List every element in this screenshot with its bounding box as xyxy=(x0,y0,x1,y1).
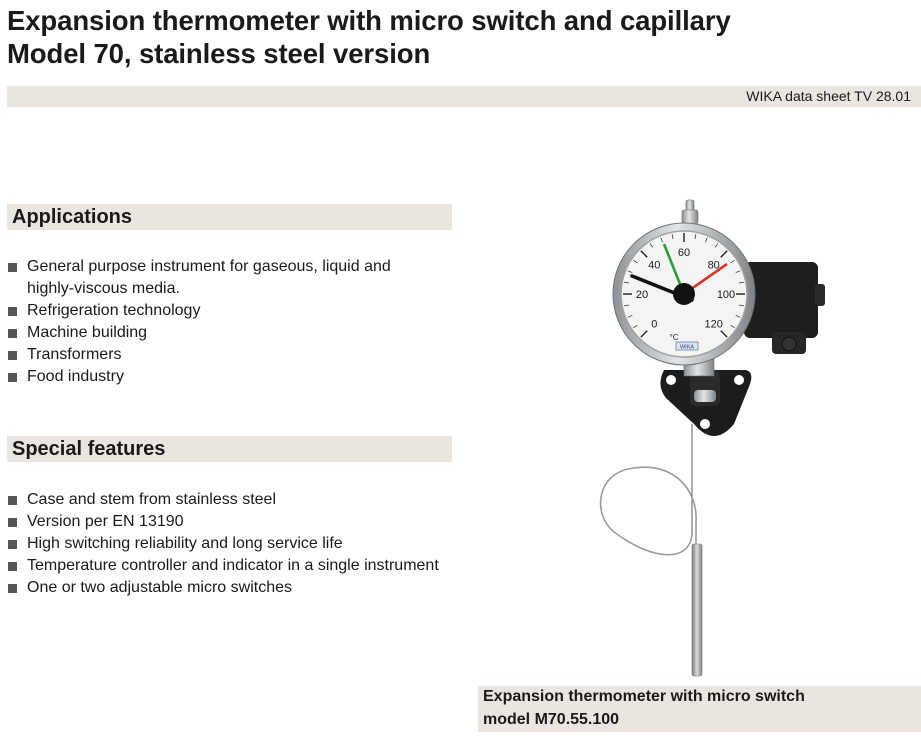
sensor-stem xyxy=(692,544,702,676)
bullet-square-icon xyxy=(8,329,17,338)
list-item xyxy=(7,256,457,300)
list-item-text: One or two adjustable micro switches xyxy=(27,579,292,596)
applications-list xyxy=(7,256,457,388)
bullet-square-icon xyxy=(8,373,17,382)
list-item-text: Machine building xyxy=(27,324,148,341)
list-item-text: Version per EN 13190 xyxy=(27,513,184,530)
dial-scale-label: 20 xyxy=(635,289,649,301)
list-item-text: Case and stem from stainless steel xyxy=(27,491,276,508)
list-item xyxy=(7,489,457,511)
caption-line-2: model M70.55.100 xyxy=(483,711,620,728)
bullet-square-icon xyxy=(8,562,17,571)
top-fitting xyxy=(682,200,698,224)
list-item xyxy=(7,511,457,533)
bullet-square-icon xyxy=(8,351,17,360)
special-features-heading-bar xyxy=(7,436,452,462)
capillary-tube xyxy=(601,424,697,555)
list-item xyxy=(7,533,457,555)
dial-scale-label: 0 xyxy=(651,318,658,331)
list-item xyxy=(7,344,457,366)
special-features-heading: Special features xyxy=(12,438,166,460)
list-item-text: Transformers xyxy=(27,346,122,363)
thermometer-product-image xyxy=(594,192,834,682)
dial-scale-label: 60 xyxy=(677,247,691,259)
dial-scale-label: 120 xyxy=(704,318,723,331)
applications-heading-bar xyxy=(7,204,452,230)
datasheet-reference: WIKA data sheet TV 28.01 xyxy=(746,88,911,104)
pointer-hub xyxy=(673,283,695,305)
unit-label: °C xyxy=(669,333,679,342)
list-item xyxy=(7,555,457,577)
document-title xyxy=(7,4,907,70)
applications-heading: Applications xyxy=(12,206,133,228)
title-line-1: Expansion thermometer with micro switch and capillary xyxy=(7,5,731,36)
title-line-2: Model 70, stainless steel version xyxy=(7,38,431,69)
brand-logo-text: WIKA xyxy=(679,344,695,351)
list-item xyxy=(7,366,457,388)
dial-scale-label: 80 xyxy=(707,259,720,272)
list-item-text: High switching reliability and long service life xyxy=(27,535,343,552)
list-item-text: highly-viscous media. xyxy=(27,280,180,297)
bullet-square-icon xyxy=(8,263,17,272)
dial-scale-label: 40 xyxy=(648,259,661,272)
list-item xyxy=(7,322,457,344)
bullet-square-icon xyxy=(8,540,17,549)
special-features-list xyxy=(7,489,457,599)
bullet-square-icon xyxy=(8,518,17,527)
bullet-square-icon xyxy=(8,496,17,505)
caption-line-1: Expansion thermometer with micro switch xyxy=(483,688,805,705)
list-item xyxy=(7,577,457,599)
dial-scale-label: 100 xyxy=(716,289,736,301)
list-item-text: Refrigeration technology xyxy=(27,302,201,319)
list-item-text: Food industry xyxy=(27,368,124,385)
list-item xyxy=(7,300,457,322)
datasheet-bar xyxy=(7,86,921,107)
list-item-text: Temperature controller and indicator in a single instrument xyxy=(27,557,439,574)
image-caption xyxy=(478,686,921,732)
bullet-square-icon xyxy=(8,584,17,593)
bullet-square-icon xyxy=(8,307,17,316)
list-item-text: General purpose instrument for gaseous, liquid and xyxy=(27,258,391,275)
connector-housing xyxy=(744,262,825,354)
mounting-bracket xyxy=(660,370,751,436)
